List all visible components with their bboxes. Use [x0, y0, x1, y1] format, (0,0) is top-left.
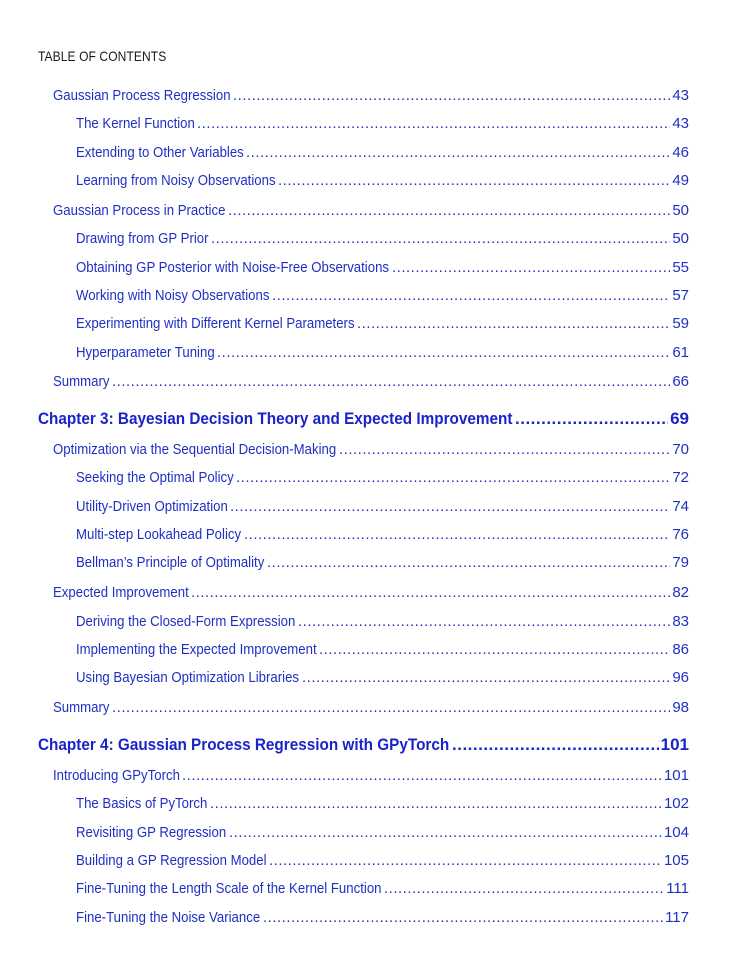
dot-leader: [182, 767, 662, 784]
toc-entry-page-number: 43: [672, 87, 689, 104]
toc-entry-page-number: 102: [663, 795, 689, 812]
toc-entry-page-number: 69: [670, 409, 689, 428]
toc-entry-subsection[interactable]: [76, 795, 689, 812]
dot-leader: [233, 87, 670, 104]
dot-leader: [267, 554, 670, 571]
toc-entry-title: Utility-Driven Optimization: [76, 498, 228, 515]
dot-leader: [278, 172, 670, 189]
toc-entry-section[interactable]: [53, 87, 689, 104]
toc-entry-subsection[interactable]: [76, 824, 689, 841]
toc-entry-title: Fine-Tuning the Length Scale of the Kernel Function: [76, 880, 382, 897]
dot-leader: [228, 202, 670, 219]
toc-entry-subsection[interactable]: [76, 259, 689, 276]
dot-leader: [236, 469, 670, 486]
toc-entry-subsection[interactable]: [76, 498, 689, 515]
toc-entry-title: Optimization via the Sequential Decision-Making: [53, 441, 337, 458]
toc-entry-title: Implementing the Expected Improvement: [76, 641, 317, 658]
toc-entry-subsection[interactable]: [76, 554, 689, 571]
toc-entry-page-number: 111: [666, 880, 689, 897]
toc-entry-section[interactable]: [53, 202, 689, 219]
dot-leader: [229, 824, 662, 841]
toc-entry-subsection[interactable]: [76, 344, 689, 361]
toc-entry-title: The Kernel Function: [76, 115, 195, 132]
toc-entry-title: Working with Noisy Observations: [76, 287, 270, 304]
dot-leader: [211, 230, 670, 247]
toc-entry-page-number: 57: [672, 287, 689, 304]
toc-entry-title: Extending to Other Variables: [76, 144, 244, 161]
toc-entry-page-number: 50: [672, 230, 689, 247]
toc-entry-title: Introducing GPyTorch: [53, 767, 180, 784]
dot-leader: [319, 641, 670, 658]
dot-leader: [197, 115, 670, 132]
toc-entry-title: Drawing from GP Prior: [76, 230, 209, 247]
toc-entry-section[interactable]: [53, 584, 689, 601]
toc-entry-title: Deriving the Closed-Form Expression: [76, 613, 296, 630]
toc-entry-page-number: 59: [672, 315, 689, 332]
toc-entry-section[interactable]: [53, 699, 689, 716]
dot-leader: [272, 287, 670, 304]
toc-entry-section[interactable]: [53, 767, 689, 784]
toc-entry-subsection[interactable]: [76, 469, 689, 486]
dot-leader: [244, 526, 670, 543]
toc-entry-page-number: 61: [672, 344, 689, 361]
toc-entry-title: Using Bayesian Optimization Libraries: [76, 669, 300, 686]
toc-entry-page-number: 117: [665, 909, 689, 926]
running-header: TABLE OF CONTENTS: [38, 48, 167, 64]
toc-entry-title: Expected Improvement: [53, 584, 189, 601]
toc-entry-title: Learning from Noisy Observations: [76, 172, 276, 189]
toc-entry-page-number: 86: [672, 641, 689, 658]
toc-entry-subsection[interactable]: [76, 880, 689, 897]
toc-entry-title: Gaussian Process in Practice: [53, 202, 226, 219]
toc-entry-subsection[interactable]: [76, 115, 689, 132]
toc-entry-subsection[interactable]: [76, 669, 689, 686]
toc-entry-page-number: 46: [672, 144, 689, 161]
dot-leader: [263, 909, 663, 926]
toc-entry-page-number: 96: [672, 669, 689, 686]
toc-entry-subsection[interactable]: [76, 613, 689, 630]
toc-entry-title: Obtaining GP Posterior with Noise-Free Observations: [76, 259, 390, 276]
toc-entry-title: Experimenting with Different Kernel Parameters: [76, 315, 355, 332]
dot-leader: [210, 795, 662, 812]
toc-entry-title: Building a GP Regression Model: [76, 852, 267, 869]
toc-entry-page-number: 49: [672, 172, 689, 189]
dot-leader: [269, 852, 662, 869]
toc-entry-page-number: 98: [672, 699, 689, 716]
toc-entry-page-number: 105: [663, 852, 689, 869]
toc-entry-title: The Basics of PyTorch: [76, 795, 208, 812]
toc-entry-title: Fine-Tuning the Noise Variance: [76, 909, 261, 926]
toc-entry-title: Multi-step Lookahead Policy: [76, 526, 242, 543]
toc-entry-subsection[interactable]: [76, 909, 689, 926]
toc-entry-page-number: 101: [660, 735, 689, 754]
dot-leader: [230, 498, 670, 515]
toc-entry-page-number: 72: [672, 469, 689, 486]
toc-entry-title: Summary: [53, 699, 110, 716]
dot-leader: [339, 441, 670, 458]
toc-entry-page-number: 82: [672, 584, 689, 601]
toc-entry-subsection[interactable]: [76, 144, 689, 161]
dot-leader: [357, 315, 670, 332]
toc-entry-subsection[interactable]: [76, 230, 689, 247]
dot-leader: [452, 735, 659, 755]
toc-entry-page-number: 66: [672, 373, 689, 390]
toc-entry-subsection[interactable]: [76, 287, 689, 304]
toc-entry-page-number: 83: [672, 613, 689, 630]
toc-entry-page-number: 104: [663, 824, 689, 841]
toc-entry-section[interactable]: [53, 373, 689, 390]
dot-leader: [112, 373, 670, 390]
dot-leader: [515, 409, 668, 429]
toc-entry-title: Revisiting GP Regression: [76, 824, 227, 841]
dot-leader: [298, 613, 670, 630]
toc-entry-page-number: 76: [672, 526, 689, 543]
dot-leader: [191, 584, 670, 601]
toc-entry-section[interactable]: [53, 441, 689, 458]
dot-leader: [392, 259, 670, 276]
toc-entry-subsection[interactable]: [76, 852, 689, 869]
toc-entry-title: Gaussian Process Regression: [53, 87, 231, 104]
toc-entry-title: Bellman’s Principle of Optimality: [76, 554, 265, 571]
toc-entry-page-number: 79: [672, 554, 689, 571]
toc-entry-page-number: 43: [672, 115, 689, 132]
toc-entry-page-number: 50: [672, 202, 689, 219]
toc-entry-subsection[interactable]: [76, 172, 689, 189]
dot-leader: [384, 880, 664, 897]
toc-entry-title: Seeking the Optimal Policy: [76, 469, 234, 486]
dot-leader: [217, 344, 670, 361]
toc-entry-subsection[interactable]: [76, 641, 689, 658]
toc-entry-page-number: 74: [672, 498, 689, 515]
toc-entry-title: Chapter 4: Gaussian Process Regression with GPyTorch: [38, 735, 450, 754]
toc-entry-title: Summary: [53, 373, 110, 390]
toc-entry-subsection[interactable]: [76, 526, 689, 543]
toc-entry-chapter[interactable]: [38, 409, 689, 429]
toc-entry-subsection[interactable]: [76, 315, 689, 332]
dot-leader: [302, 669, 670, 686]
dot-leader: [246, 144, 670, 161]
toc-entry-page-number: 55: [672, 259, 689, 276]
toc-entry-page-number: 70: [672, 441, 689, 458]
toc-entry-title: Chapter 3: Bayesian Decision Theory and Expected Improvement: [38, 409, 513, 428]
dot-leader: [112, 699, 670, 716]
toc-entry-title: Hyperparameter Tuning: [76, 344, 215, 361]
toc-entry-page-number: 101: [663, 767, 689, 784]
toc-entry-chapter[interactable]: [38, 735, 689, 755]
